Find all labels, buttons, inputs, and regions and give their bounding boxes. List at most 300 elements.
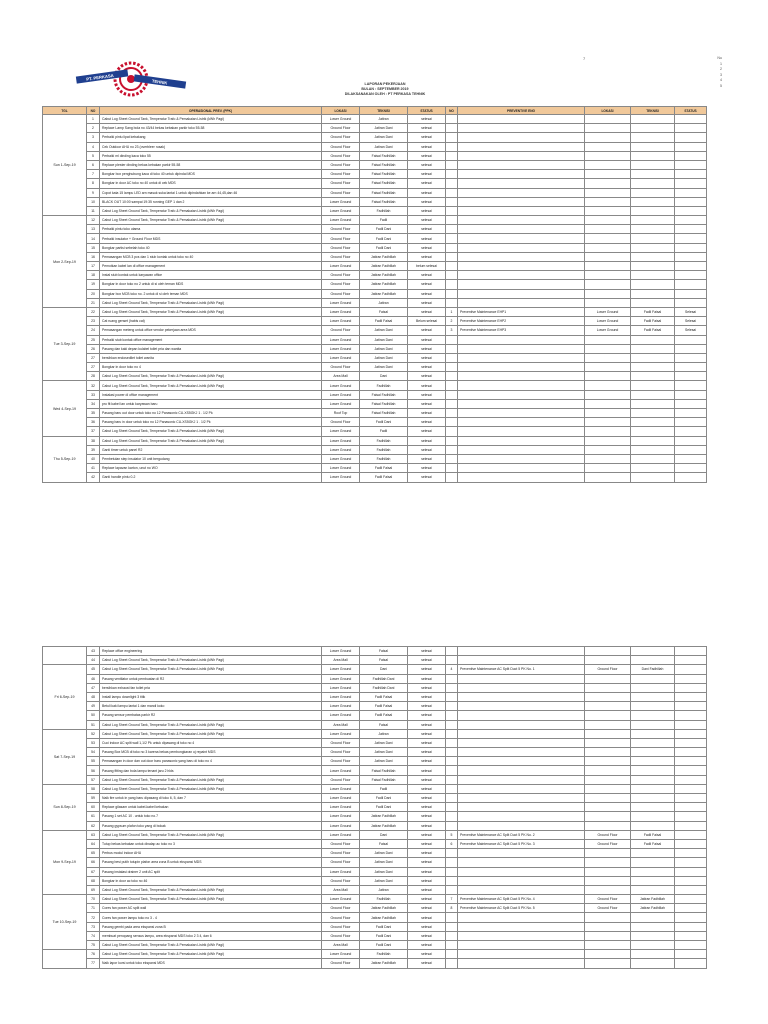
preventive-location-cell [585,748,631,757]
technician-cell: Fadli Dani [360,922,408,931]
operational-task-cell: Replace Lamp Sang bola no 43/44 bekas kebakan parkir toko 55-58 [100,124,322,133]
preventive-location-cell: Lower Ground [585,307,631,316]
preventive-technician-cell [631,849,675,858]
preventive-number-cell [446,757,458,766]
row-number-cell: 58 [87,784,100,793]
operational-task-cell: Pasang 1 set AC 10 . untuk toko no.7 [100,812,322,821]
preventive-number-cell [446,436,458,445]
preventive-status-cell [675,436,707,445]
operational-task-cell: Cabut Log Sheet Ground Tank, Temperatur Trafo & Pemakaian Listrik (kWh Pagi) [100,427,322,436]
row-number-cell: 55 [87,757,100,766]
preventive-location-cell [585,803,631,812]
table-row [43,692,707,701]
report-month: BULAN : SEPTEMBER 2019 [361,87,409,91]
preventive-location-cell [585,335,631,344]
preventive-number-cell [446,683,458,692]
row-number-cell: 4 [87,142,100,151]
preventive-location-cell [585,170,631,179]
row-number-cell: 63 [87,830,100,839]
preventive-number-cell [446,959,458,968]
table-row [43,381,707,390]
preventive-number-cell [446,353,458,362]
location-cell: Ground Floor [322,363,360,372]
technician-cell: Fadli [360,216,408,225]
preventive-number-cell [446,160,458,169]
technician-cell: Jatiran Dani [360,876,408,885]
preventive-status-cell [675,729,707,738]
row-number-cell: 40 [87,454,100,463]
row-number-cell: 19 [87,280,100,289]
preventive-status-cell [675,160,707,169]
date-cell [43,647,87,665]
date-cell: Sun 1-Sep-19 [43,115,87,216]
preventive-number-cell [446,363,458,372]
operational-task-cell: Pasang instalasi drainer 2 unit AC split [100,867,322,876]
row-number-cell: 1 [87,115,100,124]
preventive-technician-cell [631,262,675,271]
preventive-task-cell: Preventive Maintenance AC Split Duct 5 PK No. 1 [458,665,585,674]
row-number-cell: 46 [87,674,100,683]
preventive-status-cell [675,656,707,665]
preventive-task-cell [458,876,585,885]
preventive-status-cell [675,363,707,372]
technician-cell: Fadli Dani [360,225,408,234]
technician-cell: Dani [360,665,408,674]
table-row [43,454,707,463]
table-row [43,271,707,280]
preventive-technician-cell [631,931,675,940]
status-cell: selesai [408,839,446,848]
table-row [43,133,707,142]
operational-task-cell: Perbaiki ml dinding kaca toko 55 [100,151,322,160]
table-row [43,445,707,454]
operational-task-cell: BLACK OUT 10:00 sampai 19:35 running GEP 1 dan 2 [100,197,322,206]
col-header: STATUS [675,107,707,115]
table-row [43,307,707,316]
technician-cell: Fadhillah Dani [360,683,408,692]
preventive-task-cell [458,867,585,876]
operational-task-cell: Cabut Log Sheet Ground Tank, Temperatur Trafo & Pemakaian Listrik (kWh Pagi) [100,307,322,316]
preventive-task-cell [458,390,585,399]
row-number-cell: 45 [87,665,100,674]
preventive-location-cell [585,381,631,390]
preventive-status-cell [675,885,707,894]
status-cell: selesai [408,812,446,821]
preventive-task-cell [458,179,585,188]
technician-cell: Fadhillah [360,206,408,215]
operational-task-cell: Replace plester dinding bekas kebakan parkir 55-58 [100,160,322,169]
preventive-technician-cell [631,674,675,683]
technician-cell: Jatiran [360,885,408,894]
status-cell: selesai [408,959,446,968]
location-cell: Ground Floor [322,271,360,280]
col-header: TEKNISI [631,107,675,115]
table-row [43,243,707,252]
status-cell: selesai [408,427,446,436]
technician-cell: Fadli Dani [360,931,408,940]
status-cell: selesai [408,372,446,381]
location-cell: Lower Ground [322,344,360,353]
operational-task-cell: Cabut Log Sheet Ground Tank, Temperatur Trafo & Pemakaian Listrik (kWh Pagi) [100,115,322,124]
preventive-location-cell [585,858,631,867]
preventive-status-cell [675,133,707,142]
preventive-location-cell [585,225,631,234]
location-cell: Roof Top [322,409,360,418]
row-number-cell: 43 [87,647,100,656]
preventive-status-cell [675,941,707,950]
operational-task-cell: Cabut Log Sheet Ground Tank, Temperatur Trafo & Pemakaian Listrik (kWh Pagi) [100,206,322,215]
row-number-cell: 64 [87,839,100,848]
table-row [43,115,707,124]
row-number-cell: 74 [87,931,100,940]
table-row [43,262,707,271]
technician-cell: Jatiran Dani [360,326,408,335]
preventive-status-cell [675,876,707,885]
preventive-technician-cell [631,225,675,234]
preventive-location-cell [585,390,631,399]
location-cell: Lower Ground [322,692,360,701]
table-row [43,335,707,344]
preventive-location-cell [585,959,631,968]
preventive-status-cell [675,381,707,390]
preventive-location-cell [585,766,631,775]
operational-task-cell: Perbus modul indoor AHU [100,849,322,858]
status-cell: selesai [408,830,446,839]
status-cell: selesai [408,473,446,482]
row-number-cell: 36 [87,418,100,427]
location-cell: Ground Floor [322,280,360,289]
logo-text-top: PT. PERKASA [85,72,115,82]
side-legend-item: 5 [720,83,722,88]
row-number-cell: 7 [87,170,100,179]
technician-cell: Dani [360,372,408,381]
table-row [43,757,707,766]
location-cell: Lower Ground [322,262,360,271]
technician-cell: Fadli Faisal [360,317,408,326]
date-cell: Fri 6-Sep-19 [43,665,87,729]
row-number-cell: 68 [87,876,100,885]
operational-task-cell: Pasang dan kaki depan kulabel toilet pria dan wanita [100,344,322,353]
row-number-cell: 25 [87,335,100,344]
preventive-number-cell [446,729,458,738]
table-row [43,409,707,418]
preventive-location-cell: Lower Ground [585,326,631,335]
operational-task-cell: Pemasangan MCB 3 pcs dan 1 stub kontak untuk toko no 40 [100,252,322,261]
preventive-number-cell [446,931,458,940]
status-cell: selesai [408,729,446,738]
date-cell: Tue 10-Sep-19 [43,895,87,950]
location-cell: Ground Floor [322,188,360,197]
status-cell: selesai [408,280,446,289]
preventive-task-cell [458,335,585,344]
preventive-number-cell [446,711,458,720]
preventive-status-cell [675,142,707,151]
technician-cell: Faisal [360,720,408,729]
date-cell: Mon 2-Sep-19 [43,216,87,308]
status-cell: selesai [408,748,446,757]
technician-cell: Jatiran Dani [360,867,408,876]
preventive-technician-cell [631,683,675,692]
operational-task-cell: Perbaiki stub kontak office management [100,335,322,344]
preventive-number-cell [446,849,458,858]
page-number: 7 [583,56,586,61]
row-number-cell: 59 [87,794,100,803]
operational-task-cell: Pasang baru in door untuk toko no 12 Panasonic CU-XS5GKJ 1 . 1/2 Pk [100,418,322,427]
preventive-task-cell [458,794,585,803]
location-cell: Lower Ground [322,647,360,656]
technician-cell: Fadli Faisal [360,711,408,720]
col-header: LOKASI [585,107,631,115]
operational-task-cell: Ganti handle pintu 0-2 [100,473,322,482]
table-row [43,720,707,729]
date-cell: Sat 7-Sep-19 [43,729,87,784]
table-row [43,656,707,665]
preventive-task-cell [458,821,585,830]
location-cell: Lower Ground [322,766,360,775]
table-row [43,748,707,757]
location-cell: Lower Ground [322,381,360,390]
preventive-status-cell [675,803,707,812]
preventive-status-cell [675,821,707,830]
table-row [43,280,707,289]
preventive-location-cell: Ground Floor [585,904,631,913]
preventive-number-cell [446,445,458,454]
preventive-technician-cell [631,876,675,885]
row-number-cell: 34 [87,399,100,408]
preventive-number-cell [446,170,458,179]
preventive-task-cell [458,720,585,729]
operational-task-cell: Cabut Log Sheet Ground Tank, Temperatur Trafo & Pemakaian Listrik (kWh Pagi) [100,784,322,793]
status-cell: selesai [408,950,446,959]
status-cell: selesai [408,252,446,261]
preventive-number-cell: 3 [446,326,458,335]
table-row [43,959,707,968]
preventive-location-cell [585,234,631,243]
preventive-task-cell: Preventive Maintenance EHP1 [458,307,585,316]
operational-task-cell: Bongkar in door toko no 4 [100,363,322,372]
table-row [43,647,707,656]
row-number-cell: 26 [87,344,100,353]
status-cell: selesai [408,390,446,399]
preventive-status-cell [675,409,707,418]
table-row [43,390,707,399]
row-number-cell: 75 [87,941,100,950]
technician-cell: Faisal Fadhillah [360,766,408,775]
preventive-status-cell [675,766,707,775]
technician-cell: Jatiran Dani [360,849,408,858]
preventive-technician-cell [631,353,675,362]
technician-cell: Fadli Faisal [360,692,408,701]
preventive-technician-cell: Jatiran Fadhillah [631,895,675,904]
row-number-cell: 44 [87,656,100,665]
preventive-task-cell [458,372,585,381]
operational-task-cell: Cabut Log Sheet Ground Tank, Temperatur Trafo & Pemakaian Listrik (kWh Pagi) [100,298,322,307]
preventive-technician-cell [631,941,675,950]
technician-cell: Faisal Fadhillah [360,775,408,784]
operational-task-cell: Instal stub kontak untuk karyawan office [100,271,322,280]
preventive-status-cell [675,179,707,188]
status-cell: selesai [408,445,446,454]
side-legend-item: 4 [720,78,722,83]
row-number-cell: 8 [87,179,100,188]
operational-task-cell: Pasang sensor pembatas parkir R2 [100,711,322,720]
technician-cell: Fadli Faisal [360,702,408,711]
preventive-technician-cell [631,381,675,390]
preventive-status-cell [675,895,707,904]
preventive-status-cell [675,115,707,124]
operational-task-cell: Cabut Log Sheet Ground Tank, Temperatur Trafo & Pemakaian Listrik (kWh Pagi) [100,656,322,665]
operational-task-cell: Cores fan power lampu toko no 3 - 4 [100,913,322,922]
date-cell: Tue 3-Sep-19 [43,307,87,381]
technician-cell: Fadhillah [360,950,408,959]
preventive-technician-cell [631,647,675,656]
preventive-status-cell [675,298,707,307]
row-number-cell: 53 [87,738,100,747]
location-cell: Lower Ground [322,399,360,408]
preventive-task-cell [458,775,585,784]
preventive-task-cell [458,262,585,271]
table-row [43,225,707,234]
preventive-status-cell [675,647,707,656]
work-report-table-continued [42,646,707,969]
preventive-status-cell [675,216,707,225]
date-cell: Mon 9-Sep-19 [43,830,87,894]
preventive-task-cell [458,344,585,353]
status-cell: selesai [408,436,446,445]
table-row [43,206,707,215]
technician-cell: Fadhillah Dani [360,674,408,683]
preventive-status-cell [675,839,707,848]
row-number-cell: 27 [87,363,100,372]
technician-cell: Fadhillah [360,895,408,904]
location-cell: Lower Ground [322,729,360,738]
preventive-task-cell: Preventive Maintenance AC Split Duct 5 PK No. 2 [458,830,585,839]
preventive-task-cell [458,151,585,160]
row-number-cell: 61 [87,812,100,821]
preventive-location-cell [585,876,631,885]
table-row [43,473,707,482]
col-header: LOKASI [322,107,360,115]
location-cell: Lower Ground [322,784,360,793]
operational-task-cell: Ganti timer untuk panel R2 [100,445,322,454]
preventive-technician-cell [631,216,675,225]
preventive-status-cell [675,464,707,473]
preventive-task-cell [458,160,585,169]
preventive-technician-cell [631,794,675,803]
preventive-number-cell [446,464,458,473]
operational-task-cell: Pasang gembi pada area ekspansi zona B [100,922,322,931]
operational-task-cell: Cabut Log Sheet Ground Tank, Temperatur Trafo & Pemakaian Listrik (kWh Pagi) [100,381,322,390]
table-row [43,353,707,362]
location-cell: Lower Ground [322,307,360,316]
preventive-status-cell [675,830,707,839]
preventive-number-cell [446,124,458,133]
preventive-status-cell [675,720,707,729]
preventive-technician-cell [631,720,675,729]
preventive-number-cell [446,812,458,821]
status-cell: selesai [408,298,446,307]
preventive-technician-cell [631,418,675,427]
preventive-number-cell [446,748,458,757]
preventive-technician-cell [631,344,675,353]
operational-task-cell: Cores fan power AC split wall [100,904,322,913]
location-cell: Lower Ground [322,812,360,821]
preventive-task-cell [458,849,585,858]
preventive-technician-cell [631,692,675,701]
technician-cell: Jatiran Fadhillah [360,280,408,289]
preventive-technician-cell: Fadli Faisal [631,317,675,326]
technician-cell: Faisal Fadhillah [360,188,408,197]
report-contractor: DILAKSANAKAN OLEH : PT PERKASA TEHNIK [344,92,426,96]
operational-task-cell: Cabut Log Sheet Ground Tank, Temperatur Trafo & Pemakaian Listrik (kWh Pagi) [100,775,322,784]
row-number-cell: 39 [87,445,100,454]
technician-cell: Faisal Fadhillah [360,151,408,160]
operational-task-cell: Cabut Log Sheet Ground Tank, Temperatur Trafo & Pemakaian Listrik (kWh Pagi) [100,830,322,839]
col-header: TEKNISI [360,107,408,115]
status-cell: selesai [408,418,446,427]
row-number-cell: 18 [87,271,100,280]
status-cell: selesai [408,922,446,931]
technician-cell: Faisal [360,307,408,316]
preventive-technician-cell: Fadli Faisal [631,830,675,839]
col-header: OPERASIONAL PREV. (PPK) [100,107,322,115]
preventive-technician-cell [631,188,675,197]
status-cell: selesai [408,738,446,747]
preventive-task-cell [458,702,585,711]
preventive-technician-cell [631,399,675,408]
status-cell: selesai [408,225,446,234]
preventive-number-cell [446,941,458,950]
table-row [43,317,707,326]
location-cell: Ground Floor [322,775,360,784]
table-row [43,197,707,206]
preventive-technician-cell [631,243,675,252]
status-cell: selesai [408,188,446,197]
preventive-task-cell [458,363,585,372]
preventive-technician-cell [631,812,675,821]
preventive-status-cell [675,959,707,968]
location-cell: Lower Ground [322,390,360,399]
technician-cell: Fadli Dani [360,803,408,812]
report-title: LAPORAN PEKERJAAN [364,82,406,86]
preventive-number-cell [446,142,458,151]
table-row [43,775,707,784]
preventive-location-cell [585,757,631,766]
preventive-status-cell [675,867,707,876]
preventive-number-cell [446,794,458,803]
location-cell: Ground Floor [322,179,360,188]
technician-cell: Jatiran Dani [360,133,408,142]
preventive-technician-cell [631,775,675,784]
status-cell: selesai [408,170,446,179]
preventive-number-cell [446,243,458,252]
location-cell: Ground Floor [322,748,360,757]
preventive-technician-cell [631,821,675,830]
technician-cell: Faisal [360,656,408,665]
preventive-number-cell [446,252,458,261]
preventive-number-cell: 4 [446,665,458,674]
preventive-status-cell [675,473,707,482]
preventive-status-cell: Selesai [675,317,707,326]
row-number-cell: 66 [87,858,100,867]
technician-cell: Jatiran Fadhillah [360,271,408,280]
preventive-location-cell: Lower Ground [585,317,631,326]
preventive-number-cell [446,344,458,353]
table-row [43,904,707,913]
location-cell: Ground Floor [322,234,360,243]
status-cell: selesai [408,124,446,133]
table-row [43,683,707,692]
